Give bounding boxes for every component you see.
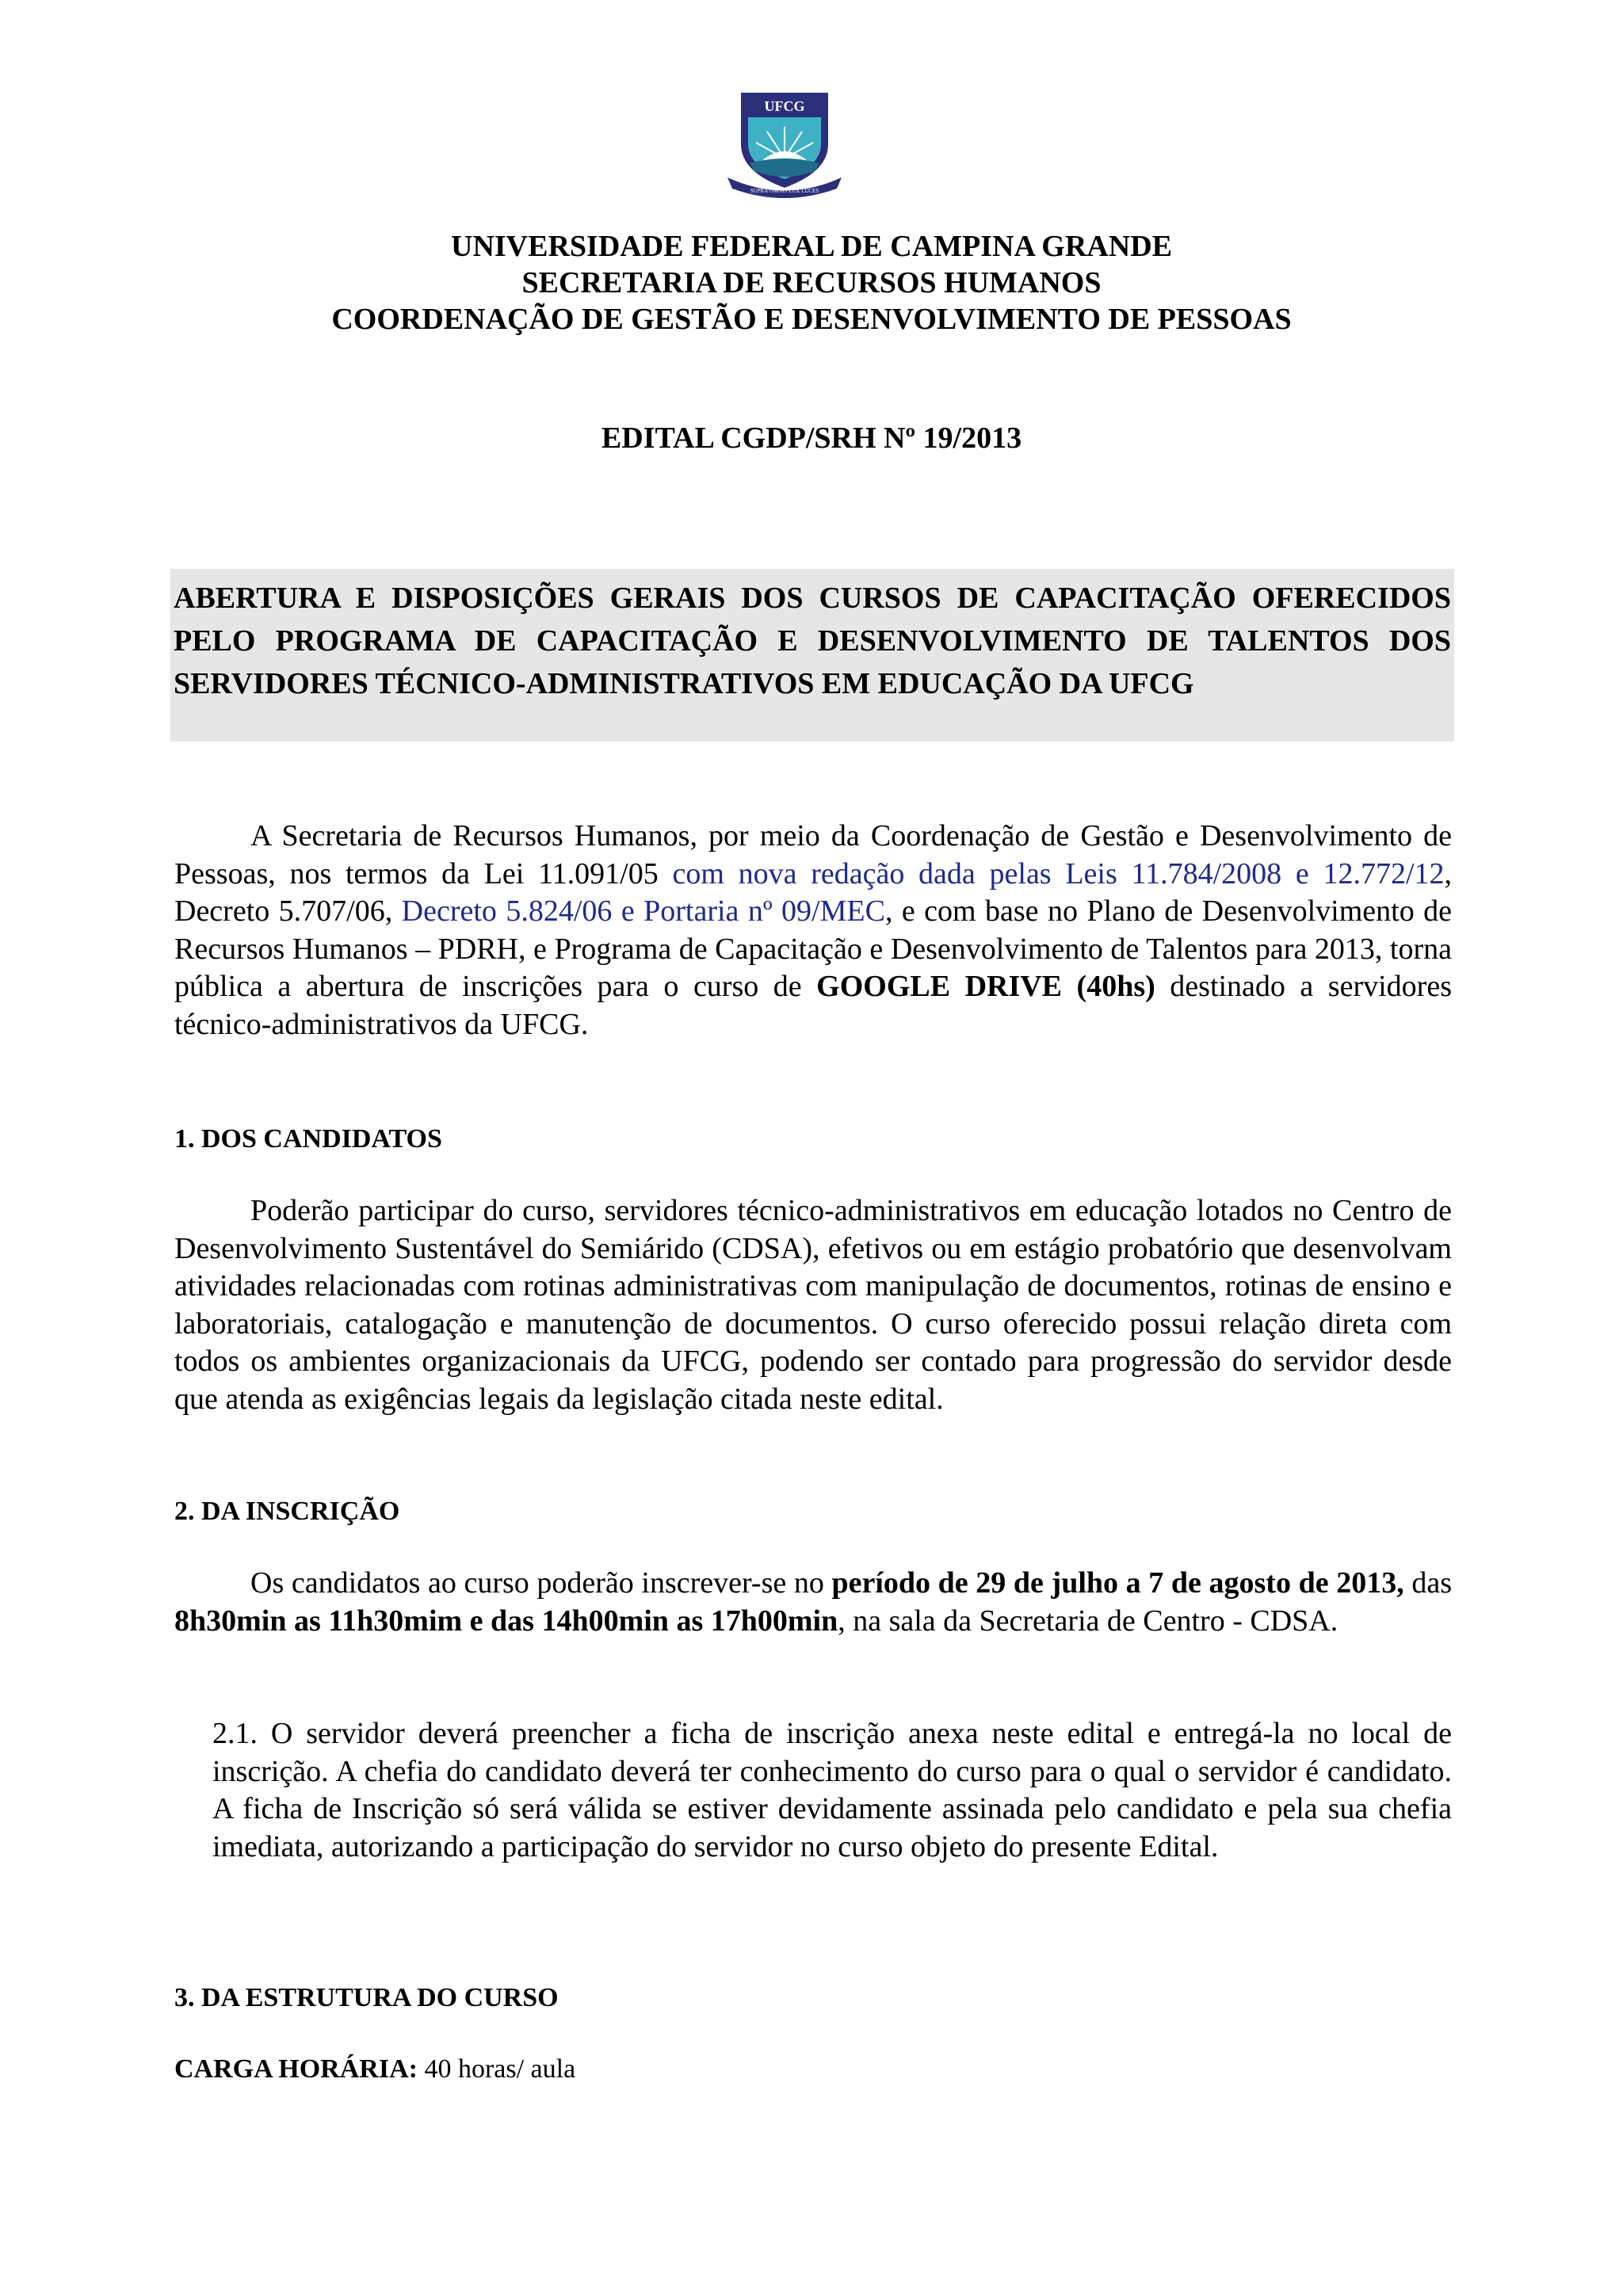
ufcg-logo bbox=[721, 89, 848, 200]
workload-value: 40 horas/ aula bbox=[417, 2054, 576, 2084]
edital-number: EDITAL CGDP/SRH Nº 19/2013 bbox=[601, 421, 1022, 455]
title-box bbox=[170, 569, 1454, 742]
header-coordination: COORDENAÇÃO DE GESTÃO E DESENVOLVIMENTO DE PESSOAS bbox=[331, 303, 1292, 336]
law-reference-link[interactable]: com nova redação dada pelas Leis 11.784/2008 e 12.772/12 bbox=[672, 856, 1445, 891]
section-1-heading: 1. DOS CANDIDATOS bbox=[174, 1124, 442, 1154]
document-header bbox=[0, 228, 1623, 338]
registration-hours: 8h30min as 11h30mim e das 14h00min as 17h00min bbox=[174, 1604, 838, 1638]
header-secretariat: SECRETARIA DE RECURSOS HUMANOS bbox=[521, 266, 1102, 299]
section-2-1-text: 2.1. O servidor deverá preencher a ficha de inscrição anexa neste edital e entregá-la no local de inscrição. A chefia do candidato deverá ter conhecimento do curso para o qual o servidor é candidato. A ficha de Inscrição só será válida se estiver devidamente assinada pelo candidato e pela sua chefia imediata, autorizando a participação do servidor no curso objeto do presente Edital. bbox=[212, 1717, 1452, 1863]
svg-text:UFCG: UFCG bbox=[764, 98, 805, 114]
section-3-heading: 3. DA ESTRUTURA DO CURSO bbox=[174, 1983, 559, 2012]
registration-period: período de 29 de julho a 7 de agosto de 2013, bbox=[831, 1566, 1404, 1600]
section-2-text: Os candidatos ao curso poderão inscrever-se no período de 29 de julho a 7 de agosto de 2013, das 8h30min as 11h30mim e das 14h00min as 17h00min, na sala da Secretaria de Centro - CDSA. bbox=[174, 1566, 1452, 1638]
section-2-heading: 2. DA INSCRIÇÃO bbox=[174, 1497, 400, 1526]
workload-label: CARGA HORÁRIA: bbox=[174, 2054, 418, 2084]
intro-paragraph: A Secretaria de Recursos Humanos, por meio da Coordenação de Gestão e Desenvolvimento de Pessoas, nos termos da Lei 11.091/05 com nova redação dada pelas Leis 11.784/2008 e 12.772/12, Decreto 5.707/06, Decreto 5.824/06 e Portaria nº 09/MEC, e com base no Plano de Desenvolvimento de Recursos Humanos – PDRH, e Programa de Capacitação e Desenvolvimento de Talentos para 2013, torna pública a abertura de inscrições para o curso de GOOGLE DRIVE (40hs) destinado a servidores técnico-administrativos da UFCG. bbox=[174, 819, 1453, 1041]
header-university: UNIVERSIDADE FEDERAL DE CAMPINA GRANDE bbox=[451, 230, 1172, 263]
decree-reference-link[interactable]: Decreto 5.824/06 e Portaria nº 09/MEC bbox=[401, 894, 885, 928]
document-title: ABERTURA E DISPOSIÇÕES GERAIS DOS CURSOS DE CAPACITAÇÃO OFERECIDOS PELO PROGRAMA DE CAPACITAÇÃO E DESENVOLVIMENTO DE TALENTOS DOS SERVIDORES TÉCNICO-ADMINISTRATIVOS EM EDUCAÇÃO DA UFCG bbox=[174, 582, 1451, 700]
course-name: GOOGLE DRIVE (40hs) bbox=[816, 970, 1155, 1003]
svg-text:SUPRA OMNIS LUX LUCES: SUPRA OMNIS LUX LUCES bbox=[750, 188, 819, 194]
ufcg-crest-icon bbox=[721, 89, 848, 200]
workload-line bbox=[174, 2054, 575, 2085]
section-1-text: Poderão participar do curso, servidores técnico-administrativos em educação lotados no Centro de Desenvolvimento Sustentável do Semiárido (CDSA), efetivos ou em estágio probatório que desenvolvam atividades relacionadas com rotinas administrativas com manipulação de documentos, rotinas de ensino e laboratoriais, catalogação e manutenção de documentos. O curso oferecido possui relação direta com todos os ambientes organizacionais da UFCG, podendo ser contado para progressão do servidor desde que atenda as exigências legais da legislação citada neste edital. bbox=[174, 1194, 1452, 1416]
